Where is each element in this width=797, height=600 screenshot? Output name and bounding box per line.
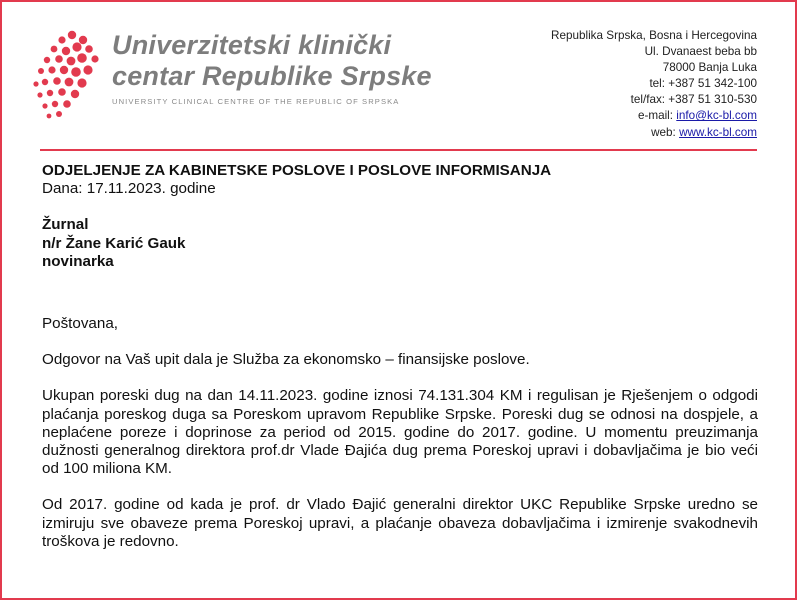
logo-title-line2: centar Republike Srpske bbox=[112, 61, 432, 91]
greeting: Poštovana, bbox=[42, 315, 118, 333]
web-link[interactable]: www.kc-bl.com bbox=[679, 125, 757, 139]
contact-telfax: tel/fax: +387 51 310-530 bbox=[630, 93, 757, 107]
paragraph-2: Ukupan poreski dug na dan 14.11.2023. godine iznosi 74.131.304 KM i regulisan je Rješenjem o odgodi plaćanja poreskog duga sa Poreskom upravom Republike Srpske. Poreski dug se odnosi na dospjele, a neplaćene poreze i doprinose za period od 2015. godine do 2017. godine. U momentu preuzimanja dužnosti generalnog direktora prof.dr Vlade Đajića dug prema Poreskoj upravi i dobavljačima je bio veći od 100 miliona KM. bbox=[42, 387, 758, 478]
ukc-logo-icon bbox=[32, 30, 104, 120]
paragraph-1: Odgovor na Vaš upit dala je Služba za ekonomsko – finansijske poslove. bbox=[42, 351, 530, 369]
letter-body bbox=[42, 162, 758, 551]
department-heading: ODJELJENJE ZA KABINETSKE POSLOVE I POSLOVE INFORMISANJA bbox=[42, 162, 552, 179]
logo-wordmark bbox=[112, 30, 432, 106]
letter-date: Dana: 17.11.2023. godine bbox=[42, 180, 216, 198]
email-link[interactable]: info@kc-bl.com bbox=[676, 109, 757, 123]
contact-tel: tel: +387 51 342-100 bbox=[649, 77, 757, 91]
paragraph-3: Od 2017. godine od kada je prof. dr Vlado Đajić generalni direktor UKC Republike Srpske uredno se izmiruju sve obaveze prema Poreskoj upravi, a plaćanje obaveza dobavljačima i izmirenje svakodnevih troškova je redovno. bbox=[42, 496, 758, 550]
contact-email-row bbox=[551, 108, 757, 124]
contact-city: 78000 Banja Luka bbox=[662, 61, 757, 75]
header-divider bbox=[40, 149, 757, 151]
email-label: e-mail: bbox=[637, 109, 674, 123]
contact-street: Ul. Dvanaest beba bb bbox=[644, 45, 757, 59]
contact-block bbox=[551, 28, 757, 141]
logo-title-line1: Univerzitetski klinički bbox=[112, 30, 392, 60]
contact-country: Republika Srpska, Bosna i Hercegovina bbox=[551, 29, 757, 42]
contact-web-row bbox=[551, 125, 757, 141]
recipient-line3: novinarka bbox=[42, 252, 114, 270]
recipient-line2: n/r Žane Karić Gauk bbox=[42, 234, 186, 252]
web-label: web: bbox=[651, 125, 676, 139]
recipient-line1: Žurnal bbox=[42, 216, 89, 234]
logo-subtitle: UNIVERSITY CLINICAL CENTRE OF THE REPUBLIC OF SRPSKA bbox=[112, 97, 400, 106]
